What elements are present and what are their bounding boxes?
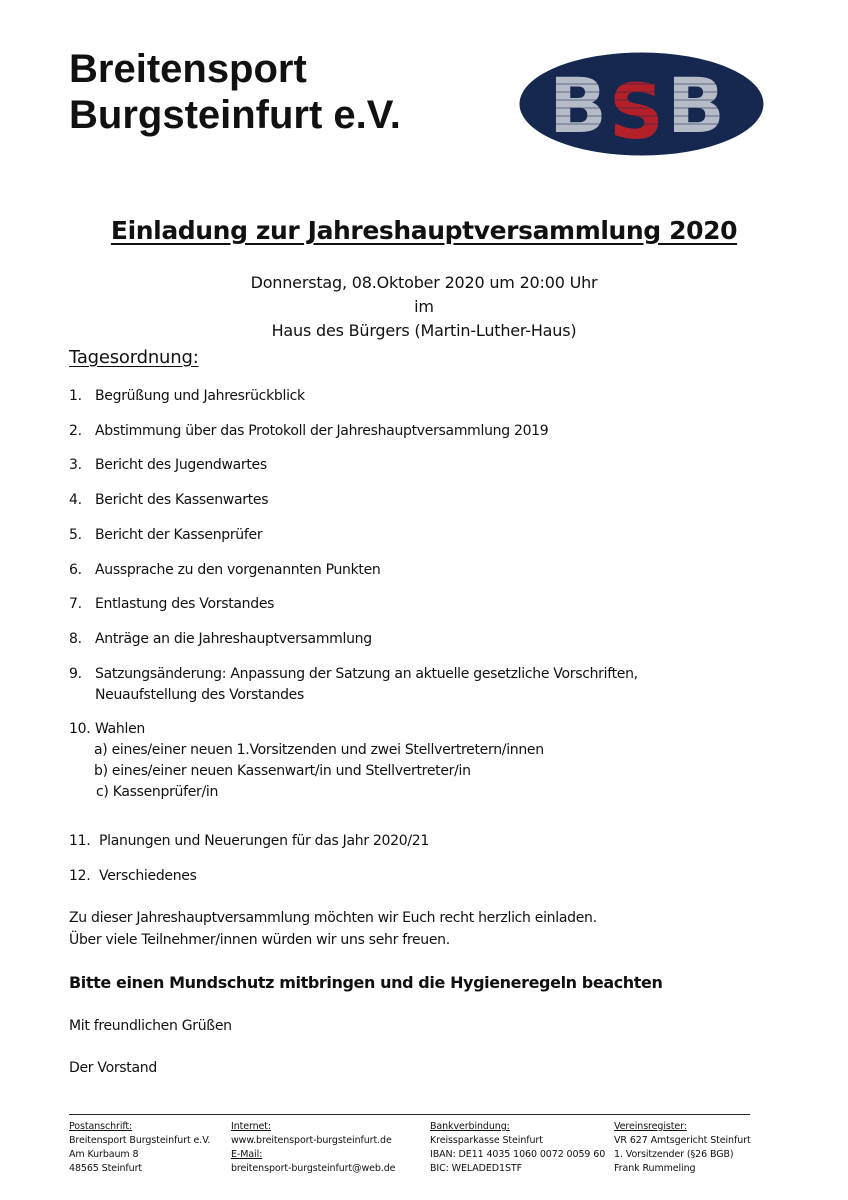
agenda-item-9: 9. Satzungsänderung: Anpassung der Satzung an aktuelle gesetzliche Vorschriften, Neuaufstellung des Vorstandes [69,666,638,703]
agenda-item-2: 2. Abstimmung über das Protokoll der Jahreshauptversammlung 2019 [69,423,549,439]
bsb-logo [519,52,764,156]
agenda-item-4: 4. Bericht des Kassenwartes [69,492,269,508]
agenda-item-1: 1. Begrüßung und Jahresrückblick [69,388,305,404]
footer-postal-heading: Postanschrift: [69,1121,133,1132]
footer-postal-line2: Am Kurbaum 8 [69,1149,139,1160]
footer-register-line3: Frank Rummeling [614,1163,696,1174]
footer-internet-heading: Internet: [231,1121,272,1132]
agenda-item-8: 8. Anträge an die Jahreshauptversammlung [69,631,372,647]
agenda-heading: Tagesordnung: [69,347,199,368]
footer-postal-line3: 48565 Steinfurt [69,1163,142,1174]
organization-name [69,46,401,138]
event-in: im [414,297,434,316]
footer-register [614,1120,751,1176]
footer-email-link[interactable]: breitensport-burgsteinfurt@web.de [231,1163,396,1174]
footer-register-line1: VR 627 Amtsgericht Steinfurt [614,1135,751,1146]
agenda-item-6: 6. Aussprache zu den vorgenannten Punkten [69,562,381,578]
document-title: Einladung zur Jahreshauptversammlung 2020 [110,216,738,245]
closing-invitation: Zu dieser Jahreshauptversammlung möchten wir Euch recht herzlich einladen. [69,910,597,926]
footer-bank [430,1120,605,1176]
footer-divider [69,1114,750,1115]
footer-bank-line1: Kreissparkasse Steinfurt [430,1135,543,1146]
agenda-item-11: 11. Planungen und Neuerungen für das Jahr 2020/21 [69,833,429,849]
agenda-item-10: 10. Wahlen [69,721,145,737]
footer-register-line2: 1. Vorsitzender (§26 BGB) [614,1149,734,1160]
greeting: Mit freundlichen Grüßen [69,1018,232,1034]
agenda-item-7: 7. Entlastung des Vorstandes [69,596,275,612]
footer-postal-line1: Breitensport Burgsteinfurt e.V. [69,1135,211,1146]
hygiene-notice: Bitte einen Mundschutz mitbringen und die Hygieneregeln beachten [69,973,663,992]
footer-email-label: E-Mail: [231,1149,263,1160]
event-info [0,271,848,343]
agenda-item-5: 5. Bericht der Kassenprüfer [69,527,263,543]
agenda-subitem-10b: b) eines/einer neuen Kassenwart/in und Stellvertreter/in [94,763,471,779]
logo-letter-b2: B [667,61,725,150]
agenda-item-3: 3. Bericht des Jugendwartes [69,457,267,473]
logo-letter-b1: B [549,61,607,150]
closing-hope: Über viele Teilnehmer/innen würden wir uns sehr freuen. [69,932,450,948]
footer-bank-iban: IBAN: DE11 4035 1060 0072 0059 60 [430,1149,606,1160]
footer-register-heading: Vereinsregister: [614,1121,687,1132]
footer-bank-heading: Bankverbindung: [430,1121,510,1132]
logo-letter-s: S [609,67,664,156]
signature: Der Vorstand [69,1060,157,1076]
agenda-subitem-10a: a) eines/einer neuen 1.Vorsitzenden und zwei Stellvertretern/innen [94,742,544,758]
agenda-subitem-10c: c) Kassenprüfer/in [96,784,219,800]
event-venue: Haus des Bürgers (Martin-Luther-Haus) [271,321,577,340]
organization-name-line1: Breitensport [69,47,307,91]
agenda-item-12: 12. Verschiedenes [69,868,197,884]
footer-postal [69,1120,210,1176]
footer-website-link[interactable]: www.breitensport-burgsteinfurt.de [231,1135,392,1146]
event-date: Donnerstag, 08.Oktober 2020 um 20:00 Uhr [250,273,598,292]
organization-name-line2: Burgsteinfurt e.V. [69,93,401,137]
footer-bank-bic: BIC: WELADED1STF [430,1163,522,1174]
footer-internet [231,1120,395,1176]
